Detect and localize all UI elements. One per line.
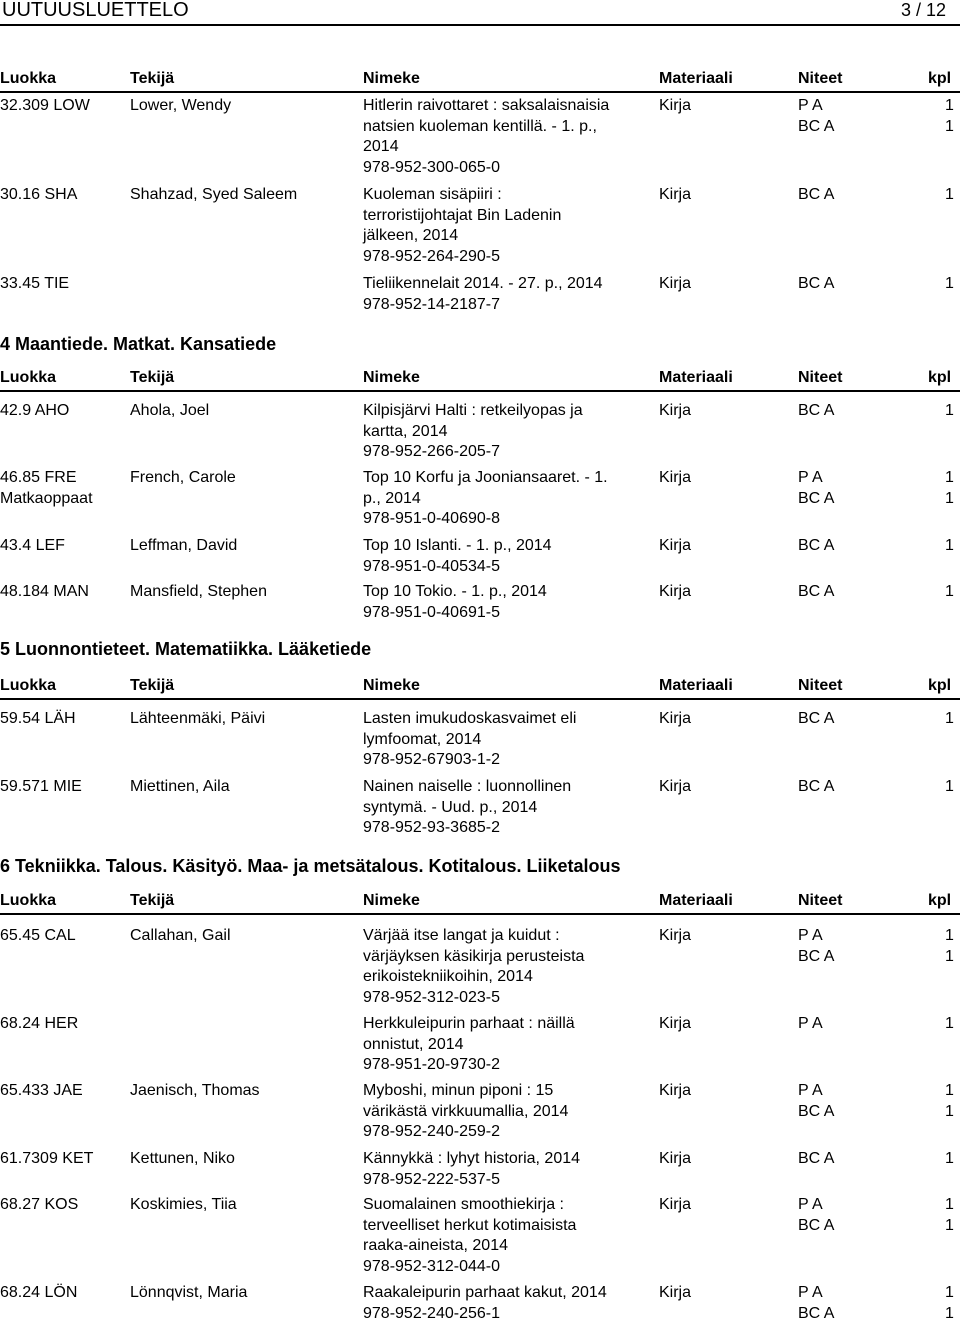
materiaali-text: Kirja [659,1014,691,1035]
nimeke-cell [363,96,609,178]
materiaali-cell [659,1014,691,1035]
column-niteet-header: Niteet [798,68,842,90]
materiaali-text: Kirja [659,401,691,422]
nimeke-line: p., 2014 [363,489,608,510]
nimeke-line: Herkkuleipurin parhaat : näillä [363,1014,575,1035]
nimeke-line: Myboshi, minun piponi : 15 [363,1081,568,1102]
nimeke-cell [363,536,552,577]
column-kpl-header: kpl [928,68,951,90]
kpl-cell [945,777,954,798]
nimeke-line: Hitlerin raivottaret : saksalaisnaisia [363,96,609,117]
materiaali-cell [659,468,691,489]
materiaali-cell [659,185,691,206]
column-luokka-header: Luokka [0,367,56,389]
materiaali-text: Kirja [659,777,691,798]
materiaali-cell [659,709,691,730]
kpl-line: 1 [945,582,954,603]
nimeke-line: Kännykkä : lyhyt historia, 2014 [363,1149,580,1170]
section-heading: 6 Tekniikka. Talous. Käsityö. Maa- ja metsätalous. Kotitalous. Liiketalous [0,855,621,877]
tekija-text: Jaenisch, Thomas [130,1081,260,1102]
tekija-cell [130,185,297,206]
nimeke-line: Tieliikennelait 2014. - 27. p., 2014 [363,274,603,295]
nimeke-cell [363,468,608,530]
nimeke-line: Top 10 Tokio. - 1. p., 2014 [363,582,547,603]
nimeke-cell [363,582,547,623]
tekija-cell [130,468,236,489]
luokka-cell [0,274,69,295]
nimeke-line: lymfoomat, 2014 [363,730,576,751]
column-header-rule [0,913,960,915]
nimeke-line: jälkeen, 2014 [363,226,561,247]
column-niteet-header: Niteet [798,675,842,697]
kpl-cell [945,926,954,967]
kpl-cell [945,468,954,509]
luokka-line: 59.54 LÄH [0,709,76,730]
luokka-line: 68.27 KOS [0,1195,78,1216]
kpl-line: 1 [945,926,954,947]
tekija-cell [130,926,231,947]
kpl-cell [945,1149,954,1170]
nimeke-line: 978-952-14-2187-7 [363,295,603,316]
kpl-line: 1 [945,401,954,422]
kpl-cell [945,1195,954,1236]
column-luokka-header: Luokka [0,675,56,697]
column-tekija-header: Tekijä [130,890,174,912]
kpl-cell [945,1081,954,1122]
kpl-line: 1 [945,947,954,968]
tekija-text: Kettunen, Niko [130,1149,235,1170]
luokka-cell [0,582,89,603]
niteet-line: BC A [798,117,834,138]
column-materiaali-header: Materiaali [659,68,733,90]
niteet-line: BC A [798,582,834,603]
materiaali-text: Kirja [659,1149,691,1170]
luokka-line: 46.85 FRE [0,468,93,489]
nimeke-line: Lasten imukudoskasvaimet eli [363,709,576,730]
tekija-text: Miettinen, Aila [130,777,230,798]
materiaali-text: Kirja [659,709,691,730]
nimeke-line: 978-951-0-40690-8 [363,509,608,530]
nimeke-line: 978-952-93-3685-2 [363,818,571,839]
kpl-cell [945,185,954,206]
nimeke-line: Nainen naiselle : luonnollinen [363,777,571,798]
tekija-cell [130,536,237,557]
nimeke-cell [363,1149,580,1190]
niteet-cell [798,777,834,798]
nimeke-line: Suomalainen smoothiekirja : [363,1195,576,1216]
luokka-line: 48.184 MAN [0,582,89,603]
materiaali-cell [659,926,691,947]
nimeke-line: 978-952-67903-1-2 [363,750,576,771]
nimeke-line: Kuoleman sisäpiiri : [363,185,561,206]
niteet-cell [798,1195,834,1236]
luokka-cell [0,96,90,117]
kpl-line: 1 [945,1304,954,1324]
column-luokka-header: Luokka [0,68,56,90]
column-niteet-header: Niteet [798,367,842,389]
column-kpl-header: kpl [928,367,951,389]
luokka-cell [0,1081,83,1102]
nimeke-line: kartta, 2014 [363,422,583,443]
tekija-text: Leffman, David [130,536,237,557]
nimeke-line: värikästä virkkuumallia, 2014 [363,1102,568,1123]
niteet-cell [798,1014,823,1035]
niteet-cell [798,709,834,730]
column-kpl-header: kpl [928,675,951,697]
nimeke-line: 978-952-300-065-0 [363,158,609,179]
niteet-line: BC A [798,947,834,968]
nimeke-line: 2014 [363,137,609,158]
tekija-text: Ahola, Joel [130,401,209,422]
niteet-line: BC A [798,401,834,422]
column-header-rule [0,91,960,93]
niteet-line: BC A [798,777,834,798]
nimeke-line: 978-951-0-40534-5 [363,557,552,578]
materiaali-text: Kirja [659,926,691,947]
kpl-cell [945,582,954,603]
nimeke-line: 978-952-240-256-1 [363,1304,607,1324]
luokka-line: 65.433 JAE [0,1081,83,1102]
nimeke-line: terroristijohtajat Bin Ladenin [363,206,561,227]
column-header-rule [0,698,960,700]
materiaali-text: Kirja [659,96,691,117]
kpl-line: 1 [945,1283,954,1304]
nimeke-line: 978-952-264-290-5 [363,247,561,268]
nimeke-line: terveelliset herkut kotimaisista [363,1216,576,1237]
niteet-cell [798,926,834,967]
luokka-cell [0,401,69,422]
nimeke-cell [363,1195,576,1277]
kpl-cell [945,709,954,730]
tekija-cell [130,1283,247,1304]
tekija-text: French, Carole [130,468,236,489]
nimeke-line: 978-952-312-023-5 [363,988,584,1009]
materiaali-cell [659,582,691,603]
niteet-line: BC A [798,1304,834,1324]
materiaali-text: Kirja [659,1081,691,1102]
luokka-line: 42.9 AHO [0,401,69,422]
luokka-cell [0,536,65,557]
section-heading: 5 Luonnontieteet. Matematiikka. Lääketiede [0,638,371,660]
page-header [0,0,960,22]
materiaali-cell [659,1081,691,1102]
column-materiaali-header: Materiaali [659,675,733,697]
nimeke-cell [363,274,603,315]
niteet-line: BC A [798,274,834,295]
nimeke-line: raaka-aineista, 2014 [363,1236,576,1257]
kpl-line: 1 [945,777,954,798]
nimeke-line: Top 10 Islanti. - 1. p., 2014 [363,536,552,557]
kpl-cell [945,1014,954,1035]
luokka-line: 68.24 HER [0,1014,78,1035]
section-heading: 4 Maantiede. Matkat. Kansatiede [0,333,276,355]
luokka-cell [0,1283,77,1304]
niteet-cell [798,1081,834,1122]
column-header-row [0,68,960,90]
luokka-cell [0,1149,93,1170]
tekija-text: Callahan, Gail [130,926,231,947]
kpl-cell [945,274,954,295]
luokka-line: 61.7309 KET [0,1149,93,1170]
nimeke-cell [363,1014,575,1076]
niteet-cell [798,185,834,206]
niteet-cell [798,1283,834,1324]
nimeke-line: Raakaleipurin parhaat kakut, 2014 [363,1283,607,1304]
tekija-cell [130,582,267,603]
materiaali-text: Kirja [659,274,691,295]
niteet-line: BC A [798,1149,834,1170]
niteet-line: P A [798,468,834,489]
niteet-cell [798,582,834,603]
niteet-cell [798,1149,834,1170]
tekija-cell [130,1149,235,1170]
niteet-line: P A [798,1014,823,1035]
niteet-line: BC A [798,185,834,206]
niteet-line: P A [798,926,834,947]
column-niteet-header: Niteet [798,890,842,912]
luokka-cell [0,185,77,206]
nimeke-cell [363,926,584,1008]
luokka-cell [0,777,82,798]
niteet-line: BC A [798,709,834,730]
kpl-line: 1 [945,185,954,206]
nimeke-line: Kilpisjärvi Halti : retkeilyopas ja [363,401,583,422]
materiaali-text: Kirja [659,1195,691,1216]
column-kpl-header: kpl [928,890,951,912]
kpl-cell [945,536,954,557]
materiaali-cell [659,536,691,557]
luokka-cell [0,709,76,730]
luokka-line: 33.45 TIE [0,274,69,295]
column-tekija-header: Tekijä [130,675,174,697]
kpl-line: 1 [945,1216,954,1237]
nimeke-cell [363,1283,607,1324]
kpl-line: 1 [945,489,954,510]
column-nimeke-header: Nimeke [363,675,420,697]
nimeke-line: natsien kuoleman kentillä. - 1. p., [363,117,609,138]
materiaali-cell [659,96,691,117]
column-luokka-header: Luokka [0,890,56,912]
luokka-line: 32.309 LOW [0,96,90,117]
niteet-line: P A [798,1195,834,1216]
luokka-cell [0,468,93,509]
nimeke-line: onnistut, 2014 [363,1035,575,1056]
luokka-line: Matkaoppaat [0,489,93,510]
tekija-cell [130,96,231,117]
nimeke-cell [363,777,571,839]
niteet-line: P A [798,1283,834,1304]
tekija-cell [130,1195,237,1216]
column-header-row [0,890,960,912]
niteet-line: BC A [798,489,834,510]
niteet-line: BC A [798,536,834,557]
tekija-cell [130,777,230,798]
luokka-cell [0,1014,78,1035]
nimeke-cell [363,709,576,771]
kpl-line: 1 [945,1081,954,1102]
nimeke-line: syntymä. - Uud. p., 2014 [363,798,571,819]
nimeke-line: Top 10 Korfu ja Jooniansaaret. - 1. [363,468,608,489]
tekija-text: Shahzad, Syed Saleem [130,185,297,206]
page-number: 3 / 12 [901,0,946,21]
nimeke-line: erikoistekniikoihin, 2014 [363,967,584,988]
kpl-cell [945,1283,954,1324]
niteet-line: BC A [798,1216,834,1237]
kpl-cell [945,401,954,422]
luokka-line: 30.16 SHA [0,185,77,206]
column-tekija-header: Tekijä [130,367,174,389]
materiaali-cell [659,777,691,798]
nimeke-line: 978-952-222-537-5 [363,1170,580,1191]
nimeke-cell [363,185,561,267]
kpl-line: 1 [945,536,954,557]
luokka-line: 59.571 MIE [0,777,82,798]
tekija-cell [130,401,209,422]
niteet-cell [798,536,834,557]
kpl-line: 1 [945,1149,954,1170]
column-nimeke-header: Nimeke [363,890,420,912]
nimeke-line: värjäyksen käsikirja perusteista [363,947,584,968]
kpl-line: 1 [945,274,954,295]
column-nimeke-header: Nimeke [363,68,420,90]
nimeke-line: 978-952-240-259-2 [363,1122,568,1143]
nimeke-line: 978-951-20-9730-2 [363,1055,575,1076]
luokka-line: 68.24 LÖN [0,1283,77,1304]
nimeke-cell [363,1081,568,1143]
kpl-line: 1 [945,1195,954,1216]
nimeke-line: 978-952-266-205-7 [363,442,583,463]
kpl-line: 1 [945,117,954,138]
document-title: UUTUUSLUETTELO [2,0,189,21]
column-nimeke-header: Nimeke [363,367,420,389]
luokka-cell [0,1195,78,1216]
materiaali-text: Kirja [659,468,691,489]
kpl-line: 1 [945,1014,954,1035]
header-rule [0,24,960,26]
nimeke-cell [363,401,583,463]
materiaali-text: Kirja [659,1283,691,1304]
column-materiaali-header: Materiaali [659,367,733,389]
materiaali-cell [659,1195,691,1216]
niteet-cell [798,274,834,295]
materiaali-cell [659,1149,691,1170]
nimeke-line: 978-951-0-40691-5 [363,603,547,624]
column-tekija-header: Tekijä [130,68,174,90]
niteet-cell [798,401,834,422]
niteet-line: P A [798,1081,834,1102]
kpl-cell [945,96,954,137]
column-materiaali-header: Materiaali [659,890,733,912]
tekija-text: Lähteenmäki, Päivi [130,709,265,730]
column-header-rule [0,390,960,392]
niteet-cell [798,96,834,137]
kpl-line: 1 [945,96,954,117]
tekija-cell [130,709,265,730]
column-header-row [0,367,960,389]
nimeke-line: Värjää itse langat ja kuidut : [363,926,584,947]
materiaali-cell [659,1283,691,1304]
kpl-line: 1 [945,709,954,730]
tekija-text: Lönnqvist, Maria [130,1283,247,1304]
materiaali-cell [659,274,691,295]
tekija-cell [130,1081,260,1102]
materiaali-text: Kirja [659,582,691,603]
luokka-line: 65.45 CAL [0,926,76,947]
nimeke-line: 978-952-312-044-0 [363,1257,576,1278]
niteet-cell [798,468,834,509]
materiaali-cell [659,401,691,422]
materiaali-text: Kirja [659,536,691,557]
kpl-line: 1 [945,1102,954,1123]
niteet-line: BC A [798,1102,834,1123]
luokka-cell [0,926,76,947]
materiaali-text: Kirja [659,185,691,206]
tekija-text: Lower, Wendy [130,96,231,117]
kpl-line: 1 [945,468,954,489]
tekija-text: Koskimies, Tiia [130,1195,237,1216]
tekija-text: Mansfield, Stephen [130,582,267,603]
niteet-line: P A [798,96,834,117]
luokka-line: 43.4 LEF [0,536,65,557]
column-header-row [0,675,960,697]
